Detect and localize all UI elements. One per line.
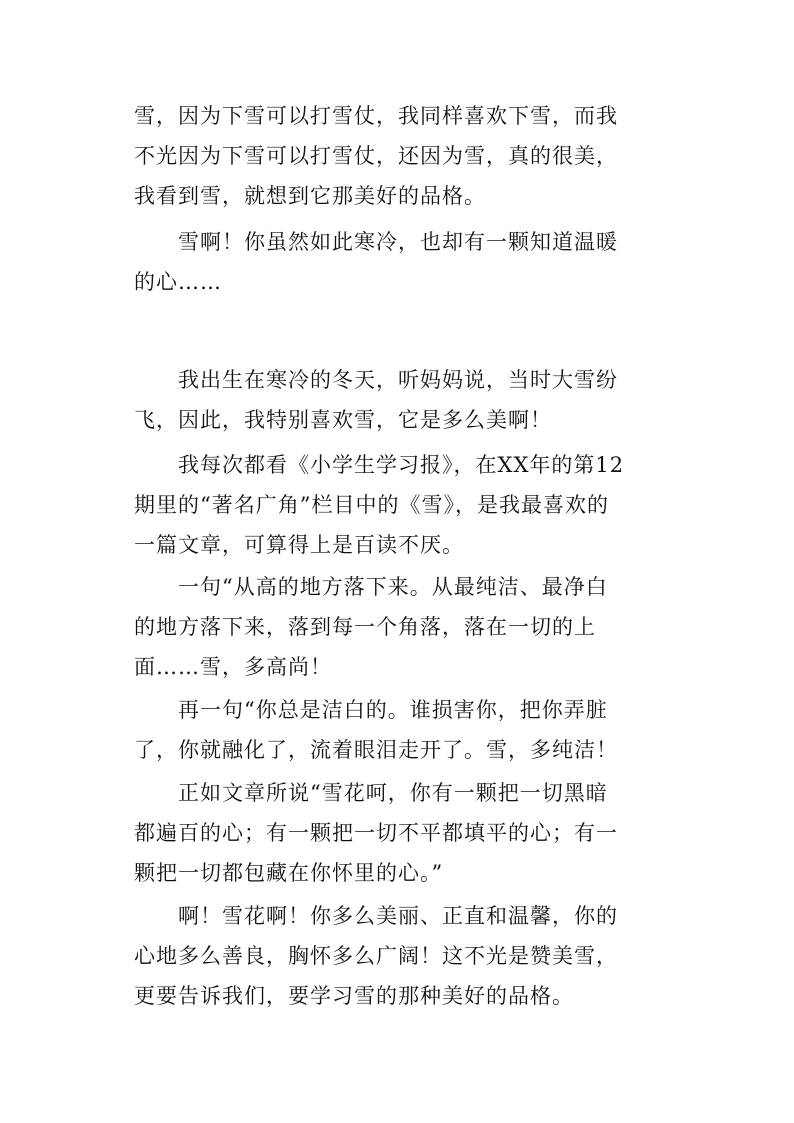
- text-line: 我每次都看《小学生学习报》，在XX年的第12: [134, 453, 625, 477]
- text-line: 正如文章所说“雪花呵，你有一颗把一切黑暗: [134, 781, 608, 805]
- text-line: 都遍百的心；有一颗把一切不平都填平的心；有一: [134, 821, 618, 845]
- text-line: 一篇文章，可算得上是百读不厌。: [134, 533, 464, 557]
- paragraph-4: [134, 445, 674, 565]
- text-line: 雪啊！你虽然如此寒冷，也却有一颗知道温暖: [134, 230, 618, 254]
- paragraph-3: [134, 360, 674, 440]
- text-line: 不光因为下雪可以打雪仗，还因为雪，真的很美，: [134, 144, 618, 168]
- text-line: 的心……: [134, 270, 222, 294]
- paragraph-7: [134, 773, 674, 893]
- paragraph-8: [134, 896, 674, 1016]
- paragraph-5: [134, 567, 674, 687]
- text-line: 我出生在寒冷的冬天，听妈妈说，当时大雪纷: [134, 368, 618, 392]
- text-line: 心地多么善良，胸怀多么广阔！这不光是赞美雪，: [134, 944, 618, 968]
- text-line: 我看到雪，就想到它那美好的品格。: [134, 184, 486, 208]
- text-line: 再一句“你总是洁白的。谁损害你，把你弄脏: [134, 698, 608, 722]
- text-line: 的地方落下来，落到每一个角落，落在一切的上: [134, 615, 596, 639]
- text-line: 啊！雪花啊！你多么美丽、正直和温馨，你的: [134, 904, 618, 928]
- paragraph-2: [134, 222, 674, 302]
- text-line: 了，你就融化了，流着眼泪走开了。雪，多纯洁！: [134, 738, 618, 762]
- text-line: 飞，因此，我特别喜欢雪，它是多么美啊！: [134, 408, 552, 432]
- text-line: 面……雪，多高尚！: [134, 655, 332, 679]
- text-line: 一句“从高的地方落下来。从最纯洁、最净白: [134, 575, 608, 599]
- paragraph-1: [134, 96, 674, 216]
- text-line: 雪，因为下雪可以打雪仗，我同样喜欢下雪，而我: [134, 104, 618, 128]
- paragraph-6: [134, 690, 674, 770]
- text-line: 颗把一切都包藏在你怀里的心。”: [134, 861, 444, 885]
- text-line: 更要告诉我们，要学习雪的那种美好的品格。: [134, 984, 574, 1008]
- text-line: 期里的“著名广角”栏目中的《雪》，是我最喜欢的: [134, 493, 609, 517]
